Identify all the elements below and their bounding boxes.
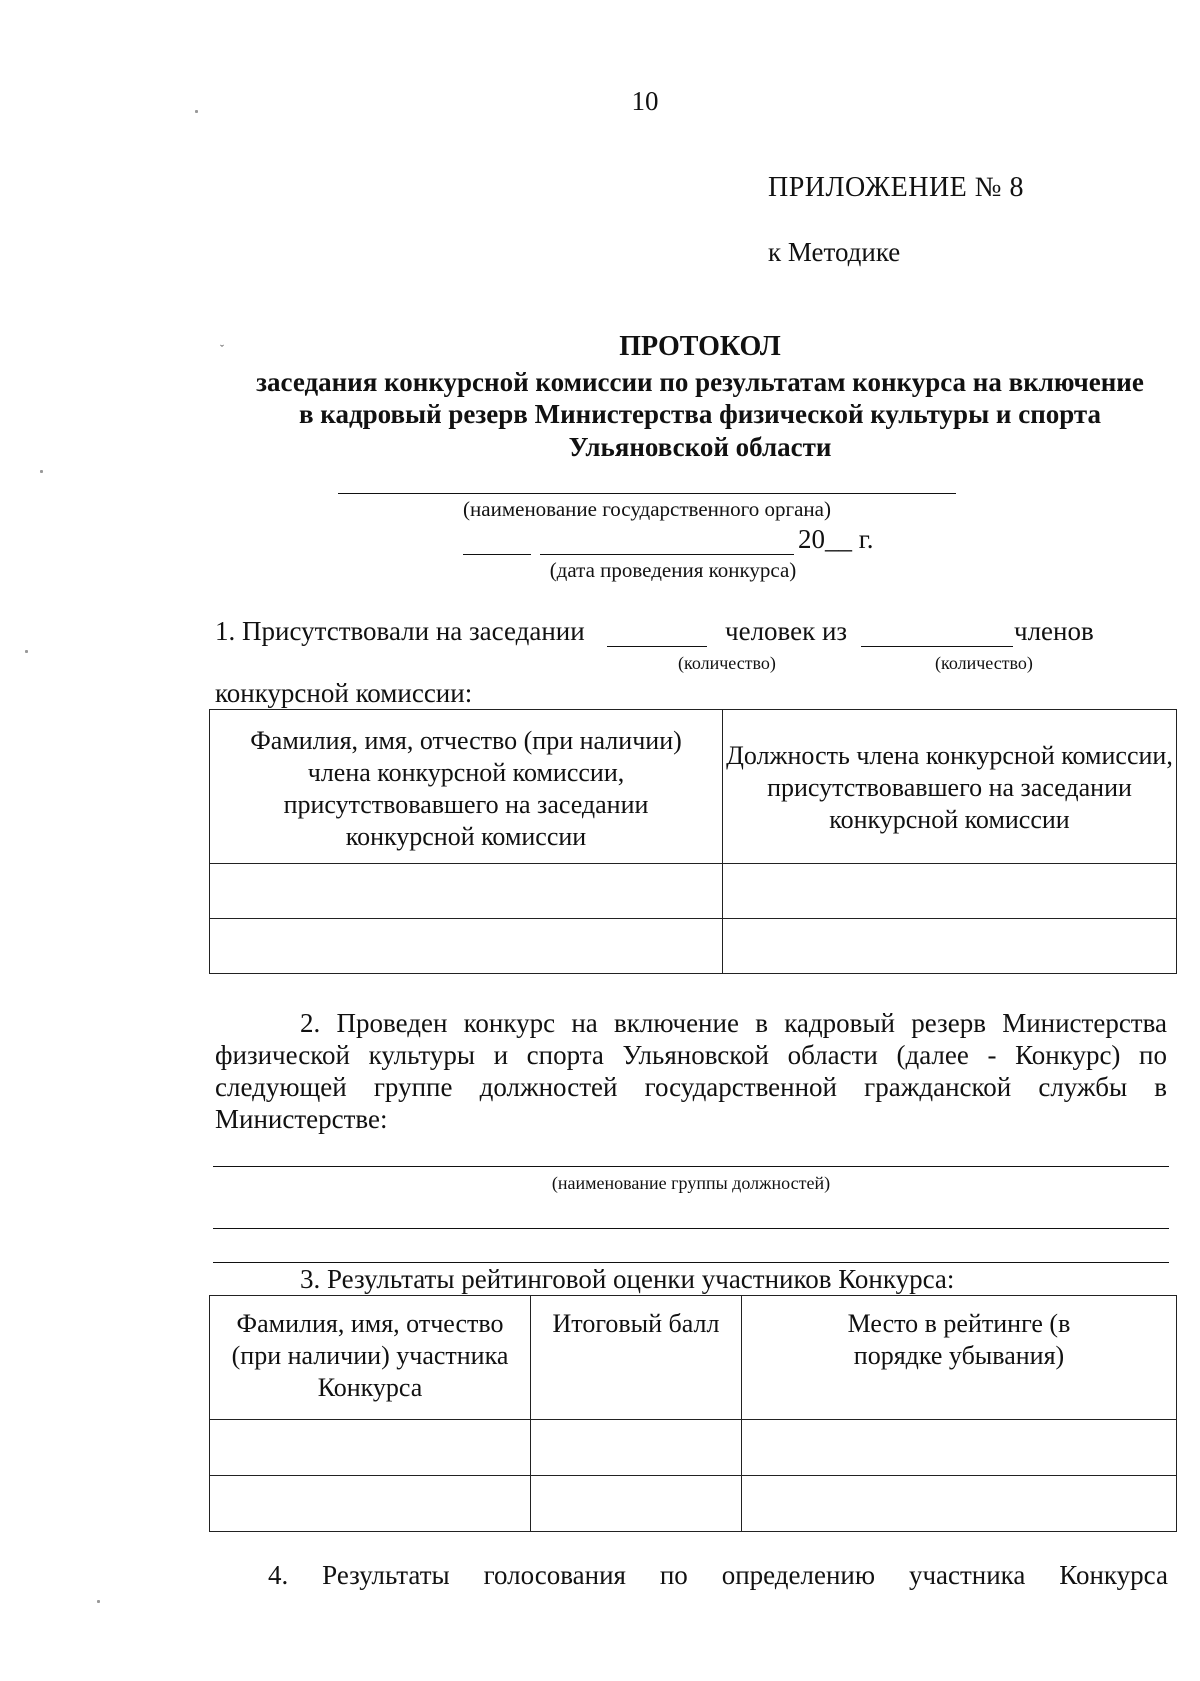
section1-continuation: конкурсной комиссии: [215,678,473,708]
table-cell[interactable] [210,919,723,974]
table-cell[interactable] [723,919,1177,974]
section4-word: 4. [268,1560,289,1590]
scan-speck [40,470,43,473]
header-total-score: Итоговый балл [531,1296,742,1420]
rating-results-table [209,1295,1177,1532]
scan-speck [195,110,198,113]
title-line-1: заседания конкурсной комиссии по результатам конкурса на включение [256,367,1144,397]
qty-caption-2: (количество) [935,653,1033,673]
table-row [210,1476,1177,1532]
qty-caption-1: (количество) [678,653,776,673]
page-number: 10 [631,86,659,116]
section4-word: Результаты [322,1560,450,1590]
appendix-label: ПРИЛОЖЕНИЕ № 8 [768,172,1024,203]
state-body-line [338,493,956,494]
date-year: 20__ г. [798,524,874,554]
to-method-label: к Методике [768,237,901,267]
scan-mark: ˇ [220,342,224,356]
section1-text-a: 1. Присутствовали на заседании [215,616,585,646]
section4-line [268,1560,1168,1591]
section4-word: участника [908,1560,1026,1590]
date-month-line [540,554,794,555]
table-cell[interactable] [531,1420,742,1476]
scan-speck [25,650,28,653]
table-cell[interactable] [210,864,723,919]
table-cell[interactable] [210,1420,531,1476]
section3-heading: 3. Результаты рейтинговой оценки участников Конкурса: [300,1264,955,1294]
section4-word: голосования [483,1560,626,1590]
commission-members-table [209,709,1177,974]
table-header-row [210,1296,1177,1420]
state-body-caption: (наименование государственного органа) [463,497,831,521]
position-group-line-3 [213,1262,1169,1263]
header-full-name: Фамилия, имя, отчество (при наличии) члена конкурсной комиссии, присутствовавшего на заседании конкурсной комиссии [210,710,723,864]
date-day-line [463,554,531,555]
table-cell[interactable] [742,1476,1177,1532]
document-title: ПРОТОКОЛ [619,331,781,362]
section4-word: по [659,1560,688,1590]
title-line-3: Ульяновской области [568,432,832,462]
position-group-caption: (наименование группы должностей) [551,1173,831,1193]
section1-text-c: членов [1014,616,1094,646]
table-cell[interactable] [210,1476,531,1532]
total-count-line [861,646,1013,647]
table-header-row [210,710,1177,864]
table-cell[interactable] [742,1420,1177,1476]
section2-paragraph: 2. Проведен конкурс на включение в кадровый резерв Министерства физической культуры и спорта Ульяновской области (далее - Конкурс) по следующей группе должностей государственной гражданской службы в Министерстве: [215,1008,1167,1134]
table-row [210,864,1177,919]
header-participant-name: Фамилия, имя, отчество (при наличии) участника Конкурса [210,1296,531,1420]
header-position: Должность члена конкурсной комиссии, присутствовавшего на заседании конкурсной комиссии [723,710,1177,864]
scan-speck [97,1600,100,1603]
position-group-line-2 [213,1228,1169,1229]
table-cell[interactable] [723,864,1177,919]
date-caption: (дата проведения конкурса) [549,558,797,582]
section4-word: определению [721,1560,876,1590]
header-rating-place: Место в рейтинге (в порядке убывания) [742,1296,1177,1420]
present-count-line [607,646,707,647]
title-line-2: в кадровый резерв Министерства физической культуры и спорта [298,399,1102,429]
table-row [210,919,1177,974]
section1-text-b: человек из [725,616,848,646]
table-row [210,1420,1177,1476]
section4-word: Конкурса [1059,1560,1168,1590]
position-group-line-1 [213,1166,1169,1167]
table-cell[interactable] [531,1476,742,1532]
